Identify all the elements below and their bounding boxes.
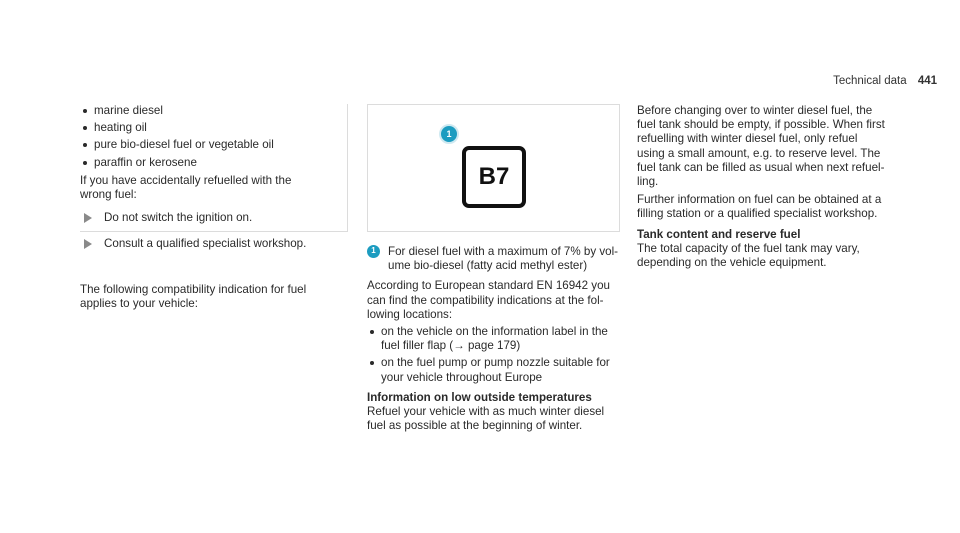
instruction-item bbox=[80, 237, 348, 251]
list-item: paraffin or kerosene bbox=[80, 156, 348, 170]
tank-heading: Tank content and reserve fuel bbox=[637, 227, 801, 241]
text-line: fuel as possible at the beginning of winter. bbox=[367, 419, 583, 433]
text-line: ume bio-diesel (fatty acid methyl ester) bbox=[388, 259, 588, 273]
warning-text bbox=[80, 174, 348, 202]
text-line: depending on the vehicle equipment. bbox=[637, 256, 827, 270]
winter-diesel-text bbox=[637, 104, 927, 189]
arrow-icon bbox=[84, 213, 92, 223]
list-item: pure bio-diesel fuel or vegetable oil bbox=[80, 138, 348, 152]
compatibility-text bbox=[80, 283, 348, 311]
list-item: heating oil bbox=[80, 121, 348, 135]
text-line: filling station or a qualified specialist workshop. bbox=[637, 207, 878, 221]
text-line: The total capacity of the fuel tank may vary, bbox=[637, 241, 860, 255]
text-line: Before changing over to winter diesel fuel, the bbox=[637, 104, 873, 117]
text-line: ling. bbox=[637, 175, 659, 189]
instruction-text: Consult a qualified specialist workshop. bbox=[104, 237, 307, 251]
figure-legend bbox=[367, 245, 621, 273]
text-line: refuelling with winter diesel fuel, only refuel bbox=[637, 132, 858, 146]
standard-text bbox=[367, 279, 621, 322]
tank-text bbox=[637, 242, 927, 270]
text-line: on the fuel pump or pump nozzle suitable for bbox=[381, 356, 610, 370]
arrow-icon bbox=[84, 239, 92, 249]
instruction-item bbox=[80, 211, 348, 225]
text-line: lowing locations: bbox=[367, 307, 453, 321]
text-line: can find the compatibility indications at the fol- bbox=[367, 293, 604, 307]
section-title: Technical data bbox=[833, 75, 907, 87]
text-line: Refuel your vehicle with as much winter diesel bbox=[367, 405, 605, 419]
text-line: using a small amount, e.g. to reserve level. The bbox=[637, 146, 881, 160]
fuel-compatibility-figure bbox=[367, 104, 620, 232]
column-left bbox=[80, 104, 348, 311]
text-line: Further information on fuel can be obtained at a bbox=[637, 193, 882, 207]
text-line: on the vehicle on the information label in the bbox=[381, 325, 608, 339]
b7-fuel-label: B7 bbox=[462, 146, 526, 208]
callout-marker: 1 bbox=[439, 124, 459, 144]
column-middle bbox=[367, 104, 621, 433]
column-right bbox=[637, 104, 927, 270]
low-temp-text bbox=[367, 405, 621, 433]
low-temp-heading: Information on low outside temperatures bbox=[367, 390, 592, 404]
text-line: your vehicle throughout Europe bbox=[381, 370, 543, 384]
text-line: If you have accidentally refuelled with the bbox=[80, 173, 292, 187]
list-item bbox=[367, 325, 621, 353]
instruction-text: Do not switch the ignition on. bbox=[104, 211, 253, 225]
page-header bbox=[833, 74, 937, 88]
list-item: marine diesel bbox=[80, 104, 348, 118]
text-line: fuel filler flap (→ page 179) bbox=[381, 339, 521, 353]
legend-number: 1 bbox=[367, 245, 380, 258]
page-number: 441 bbox=[917, 75, 937, 87]
text-line: applies to your vehicle: bbox=[80, 296, 198, 310]
list-item bbox=[367, 356, 621, 384]
text-line: According to European standard EN 16942 you bbox=[367, 279, 610, 293]
text-line: fuel tank should be empty, if possible. When first bbox=[637, 118, 885, 132]
text-line: The following compatibility indication for fuel bbox=[80, 282, 307, 296]
text-line: For diesel fuel with a maximum of 7% by vol- bbox=[388, 245, 619, 258]
further-info-text bbox=[637, 193, 927, 221]
text-line: wrong fuel: bbox=[80, 188, 137, 202]
text-line: fuel tank can be filled as usual when next refuel- bbox=[637, 160, 885, 174]
